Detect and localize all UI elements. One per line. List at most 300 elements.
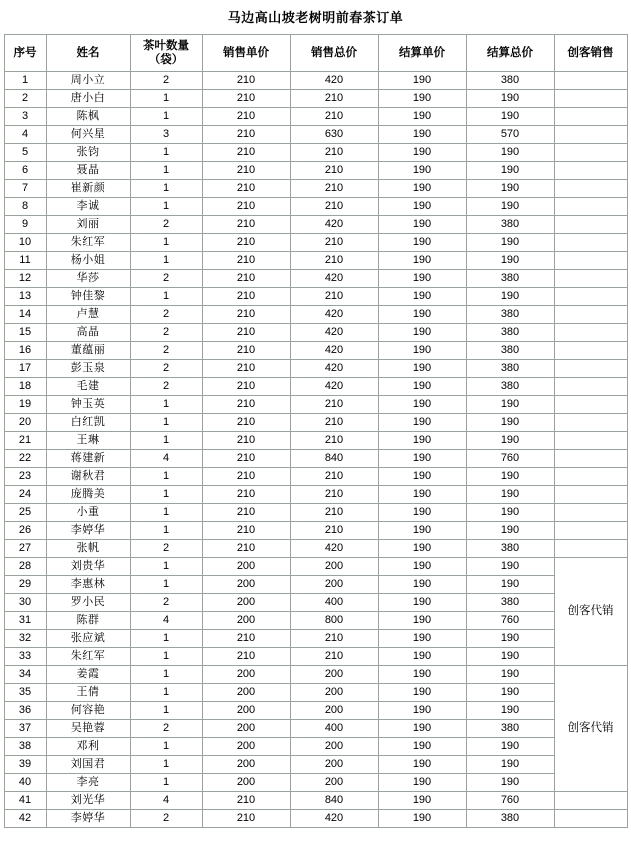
- row-index-cell: 18: [4, 378, 46, 396]
- row-settle-price-cell: 190: [378, 666, 466, 684]
- table-row: [4, 810, 627, 828]
- row-quantity-cell: 4: [130, 450, 202, 468]
- row-settle-price-cell: 190: [378, 432, 466, 450]
- row-unit-price-cell: 210: [202, 162, 290, 180]
- row-unit-price-cell: 210: [202, 72, 290, 90]
- row-unit-price-cell: 210: [202, 486, 290, 504]
- row-index-cell: 22: [4, 450, 46, 468]
- row-agent-sales-cell: [554, 216, 627, 234]
- row-quantity-cell: 1: [130, 396, 202, 414]
- row-unit-price-cell: 210: [202, 648, 290, 666]
- row-quantity-cell: 1: [130, 756, 202, 774]
- row-settle-total-cell: 190: [466, 648, 554, 666]
- row-index-cell: 10: [4, 234, 46, 252]
- row-name-cell: 杨小姐: [46, 252, 130, 270]
- row-agent-sales-cell: [554, 810, 627, 828]
- row-total-price-cell: 210: [290, 198, 378, 216]
- row-settle-price-cell: 190: [378, 378, 466, 396]
- row-settle-total-cell: 380: [466, 594, 554, 612]
- row-unit-price-cell: 210: [202, 288, 290, 306]
- row-quantity-cell: 2: [130, 360, 202, 378]
- row-unit-price-cell: 200: [202, 576, 290, 594]
- row-name-cell: 朱红军: [46, 234, 130, 252]
- row-settle-total-cell: 190: [466, 468, 554, 486]
- row-total-price-cell: 400: [290, 594, 378, 612]
- row-quantity-cell: 2: [130, 540, 202, 558]
- row-total-price-cell: 200: [290, 738, 378, 756]
- row-quantity-cell: 1: [130, 180, 202, 198]
- row-settle-price-cell: 190: [378, 810, 466, 828]
- row-settle-price-cell: 190: [378, 108, 466, 126]
- row-name-cell: 刘丽: [46, 216, 130, 234]
- row-settle-price-cell: 190: [378, 576, 466, 594]
- row-settle-total-cell: 190: [466, 630, 554, 648]
- row-settle-total-cell: 380: [466, 378, 554, 396]
- row-settle-total-cell: 380: [466, 270, 554, 288]
- quantity-header-line1: 茶叶数量: [143, 40, 189, 52]
- row-quantity-cell: 2: [130, 324, 202, 342]
- row-index-cell: 23: [4, 468, 46, 486]
- row-quantity-cell: 1: [130, 522, 202, 540]
- table-row: [4, 324, 627, 342]
- row-settle-total-cell: 190: [466, 486, 554, 504]
- row-agent-sales-cell: [554, 90, 627, 108]
- row-settle-total-cell: 380: [466, 342, 554, 360]
- row-name-cell: 李婷华: [46, 810, 130, 828]
- row-unit-price-cell: 200: [202, 720, 290, 738]
- column-header-agent-sales: 创客销售: [554, 35, 627, 72]
- row-agent-sales-cell: [554, 792, 627, 810]
- row-agent-sales-cell: [554, 432, 627, 450]
- row-name-cell: 钟佳黎: [46, 288, 130, 306]
- row-settle-total-cell: 190: [466, 576, 554, 594]
- row-name-cell: 崔新颜: [46, 180, 130, 198]
- row-quantity-cell: 1: [130, 630, 202, 648]
- row-index-cell: 3: [4, 108, 46, 126]
- row-quantity-cell: 2: [130, 594, 202, 612]
- row-index-cell: 21: [4, 432, 46, 450]
- row-agent-sales-cell: [554, 198, 627, 216]
- row-unit-price-cell: 210: [202, 342, 290, 360]
- row-settle-total-cell: 190: [466, 396, 554, 414]
- row-name-cell: 王琳: [46, 432, 130, 450]
- row-settle-price-cell: 190: [378, 144, 466, 162]
- row-index-cell: 9: [4, 216, 46, 234]
- row-name-cell: 白红凯: [46, 414, 130, 432]
- row-settle-total-cell: 190: [466, 522, 554, 540]
- row-quantity-cell: 1: [130, 432, 202, 450]
- row-unit-price-cell: 210: [202, 630, 290, 648]
- row-total-price-cell: 210: [290, 522, 378, 540]
- row-settle-price-cell: 190: [378, 504, 466, 522]
- row-index-cell: 6: [4, 162, 46, 180]
- row-agent-sales-cell: [554, 522, 627, 540]
- row-index-cell: 24: [4, 486, 46, 504]
- table-row: [4, 396, 627, 414]
- row-quantity-cell: 1: [130, 576, 202, 594]
- row-settle-price-cell: 190: [378, 792, 466, 810]
- row-name-cell: 刘贵华: [46, 558, 130, 576]
- row-total-price-cell: 420: [290, 810, 378, 828]
- table-row: [4, 144, 627, 162]
- row-quantity-cell: 1: [130, 144, 202, 162]
- row-settle-total-cell: 570: [466, 126, 554, 144]
- row-unit-price-cell: 210: [202, 792, 290, 810]
- row-settle-total-cell: 380: [466, 720, 554, 738]
- row-quantity-cell: 1: [130, 702, 202, 720]
- row-unit-price-cell: 210: [202, 432, 290, 450]
- row-agent-sales-cell: [554, 270, 627, 288]
- row-index-cell: 14: [4, 306, 46, 324]
- row-total-price-cell: 420: [290, 324, 378, 342]
- row-index-cell: 33: [4, 648, 46, 666]
- row-name-cell: 聂晶: [46, 162, 130, 180]
- row-total-price-cell: 200: [290, 684, 378, 702]
- row-index-cell: 28: [4, 558, 46, 576]
- row-unit-price-cell: 210: [202, 270, 290, 288]
- row-quantity-cell: 1: [130, 234, 202, 252]
- row-unit-price-cell: 210: [202, 378, 290, 396]
- row-settle-price-cell: 190: [378, 252, 466, 270]
- row-unit-price-cell: 210: [202, 504, 290, 522]
- row-index-cell: 1: [4, 72, 46, 90]
- row-total-price-cell: 840: [290, 792, 378, 810]
- row-unit-price-cell: 210: [202, 180, 290, 198]
- row-quantity-cell: 1: [130, 648, 202, 666]
- row-unit-price-cell: 210: [202, 216, 290, 234]
- row-unit-price-cell: 200: [202, 756, 290, 774]
- row-unit-price-cell: 210: [202, 108, 290, 126]
- row-quantity-cell: 4: [130, 612, 202, 630]
- row-unit-price-cell: 210: [202, 252, 290, 270]
- table-row: [4, 648, 627, 666]
- row-name-cell: 刘光华: [46, 792, 130, 810]
- row-index-cell: 17: [4, 360, 46, 378]
- row-quantity-cell: 2: [130, 72, 202, 90]
- row-settle-total-cell: 190: [466, 432, 554, 450]
- order-table: [4, 34, 628, 828]
- row-total-price-cell: 420: [290, 360, 378, 378]
- row-agent-sales-cell: [554, 162, 627, 180]
- row-name-cell: 张应斌: [46, 630, 130, 648]
- row-total-price-cell: 840: [290, 450, 378, 468]
- row-unit-price-cell: 210: [202, 396, 290, 414]
- row-settle-price-cell: 190: [378, 90, 466, 108]
- row-name-cell: 董蕴丽: [46, 342, 130, 360]
- row-total-price-cell: 420: [290, 72, 378, 90]
- row-quantity-cell: 2: [130, 378, 202, 396]
- row-unit-price-cell: 210: [202, 324, 290, 342]
- table-row: [4, 612, 627, 630]
- row-total-price-cell: 210: [290, 144, 378, 162]
- row-index-cell: 5: [4, 144, 46, 162]
- row-settle-total-cell: 190: [466, 252, 554, 270]
- row-name-cell: 庞腾美: [46, 486, 130, 504]
- row-agent-sales-cell: [554, 234, 627, 252]
- row-unit-price-cell: 200: [202, 666, 290, 684]
- row-settle-total-cell: 190: [466, 756, 554, 774]
- row-name-cell: 蒋建新: [46, 450, 130, 468]
- row-quantity-cell: 1: [130, 90, 202, 108]
- row-settle-price-cell: 190: [378, 558, 466, 576]
- row-settle-price-cell: 190: [378, 756, 466, 774]
- row-total-price-cell: 420: [290, 306, 378, 324]
- row-quantity-cell: 1: [130, 288, 202, 306]
- table-row: [4, 522, 627, 540]
- row-total-price-cell: 210: [290, 90, 378, 108]
- page-title: 马边高山坡老树明前春茶订单: [227, 10, 404, 25]
- table-row: [4, 630, 627, 648]
- row-name-cell: 朱红军: [46, 648, 130, 666]
- row-settle-total-cell: 380: [466, 72, 554, 90]
- row-quantity-cell: 1: [130, 486, 202, 504]
- row-name-cell: 卢慧: [46, 306, 130, 324]
- row-settle-price-cell: 190: [378, 180, 466, 198]
- row-settle-price-cell: 190: [378, 360, 466, 378]
- row-unit-price-cell: 210: [202, 450, 290, 468]
- row-unit-price-cell: 210: [202, 234, 290, 252]
- table-row: [4, 468, 627, 486]
- row-quantity-cell: 2: [130, 216, 202, 234]
- row-quantity-cell: 1: [130, 558, 202, 576]
- column-header-total-price: 销售总价: [290, 35, 378, 72]
- row-unit-price-cell: 210: [202, 540, 290, 558]
- row-index-cell: 25: [4, 504, 46, 522]
- row-settle-total-cell: 190: [466, 198, 554, 216]
- row-quantity-cell: 2: [130, 270, 202, 288]
- row-settle-price-cell: 190: [378, 324, 466, 342]
- row-total-price-cell: 210: [290, 432, 378, 450]
- row-name-cell: 张钧: [46, 144, 130, 162]
- row-index-cell: 7: [4, 180, 46, 198]
- row-agent-sales-cell: [554, 180, 627, 198]
- row-settle-total-cell: 190: [466, 558, 554, 576]
- row-settle-total-cell: 760: [466, 450, 554, 468]
- table-row: [4, 576, 627, 594]
- table-row: [4, 558, 627, 576]
- row-settle-price-cell: 190: [378, 486, 466, 504]
- row-total-price-cell: 420: [290, 540, 378, 558]
- row-settle-price-cell: 190: [378, 720, 466, 738]
- row-index-cell: 31: [4, 612, 46, 630]
- row-settle-price-cell: 190: [378, 774, 466, 792]
- row-total-price-cell: 200: [290, 666, 378, 684]
- table-row: [4, 360, 627, 378]
- table-body: [4, 72, 627, 828]
- row-name-cell: 李诚: [46, 198, 130, 216]
- row-settle-total-cell: 760: [466, 612, 554, 630]
- row-total-price-cell: 210: [290, 468, 378, 486]
- column-header-unit-price: 销售单价: [202, 35, 290, 72]
- row-agent-sales-cell: [554, 486, 627, 504]
- row-name-cell: 刘国君: [46, 756, 130, 774]
- row-unit-price-cell: 210: [202, 126, 290, 144]
- row-total-price-cell: 420: [290, 270, 378, 288]
- row-agent-sales-cell: [554, 450, 627, 468]
- row-total-price-cell: 630: [290, 126, 378, 144]
- row-index-cell: 42: [4, 810, 46, 828]
- row-total-price-cell: 210: [290, 486, 378, 504]
- row-total-price-cell: 200: [290, 576, 378, 594]
- table-row: [4, 414, 627, 432]
- row-index-cell: 8: [4, 198, 46, 216]
- row-index-cell: 32: [4, 630, 46, 648]
- row-agent-sales-cell: [554, 504, 627, 522]
- table-row: [4, 486, 627, 504]
- row-name-cell: 陈枫: [46, 108, 130, 126]
- table-row: [4, 180, 627, 198]
- row-unit-price-cell: 200: [202, 612, 290, 630]
- row-index-cell: 15: [4, 324, 46, 342]
- row-name-cell: 钟玉英: [46, 396, 130, 414]
- table-row: [4, 126, 627, 144]
- row-index-cell: 34: [4, 666, 46, 684]
- row-total-price-cell: 210: [290, 414, 378, 432]
- row-settle-price-cell: 190: [378, 522, 466, 540]
- row-settle-total-cell: 760: [466, 792, 554, 810]
- row-total-price-cell: 400: [290, 720, 378, 738]
- row-quantity-cell: 2: [130, 720, 202, 738]
- row-settle-price-cell: 190: [378, 126, 466, 144]
- row-unit-price-cell: 210: [202, 90, 290, 108]
- table-row: [4, 288, 627, 306]
- column-header-settle-price: 结算单价: [378, 35, 466, 72]
- header-row: [4, 35, 627, 72]
- row-index-cell: 35: [4, 684, 46, 702]
- row-index-cell: 19: [4, 396, 46, 414]
- row-agent-sales-cell: [554, 540, 627, 558]
- row-agent-sales-cell: 创客代销: [554, 558, 627, 666]
- row-unit-price-cell: 210: [202, 360, 290, 378]
- row-quantity-cell: 3: [130, 126, 202, 144]
- row-agent-sales-cell: [554, 360, 627, 378]
- row-agent-sales-cell: [554, 72, 627, 90]
- row-unit-price-cell: 210: [202, 198, 290, 216]
- row-settle-price-cell: 190: [378, 702, 466, 720]
- row-name-cell: 高晶: [46, 324, 130, 342]
- row-quantity-cell: 2: [130, 810, 202, 828]
- row-index-cell: 26: [4, 522, 46, 540]
- table-row: [4, 720, 627, 738]
- column-header-name: 姓名: [46, 35, 130, 72]
- row-settle-total-cell: 190: [466, 504, 554, 522]
- row-total-price-cell: 210: [290, 396, 378, 414]
- row-quantity-cell: 2: [130, 342, 202, 360]
- row-settle-total-cell: 190: [466, 702, 554, 720]
- row-settle-price-cell: 190: [378, 198, 466, 216]
- row-agent-sales-cell: [554, 126, 627, 144]
- row-name-cell: 唐小白: [46, 90, 130, 108]
- row-agent-sales-cell: [554, 306, 627, 324]
- row-name-cell: 邓利: [46, 738, 130, 756]
- row-index-cell: 39: [4, 756, 46, 774]
- table-row: [4, 90, 627, 108]
- row-settle-total-cell: 380: [466, 306, 554, 324]
- row-name-cell: 毛建: [46, 378, 130, 396]
- row-agent-sales-cell: [554, 252, 627, 270]
- table-row: [4, 504, 627, 522]
- row-settle-total-cell: 380: [466, 324, 554, 342]
- row-total-price-cell: 210: [290, 630, 378, 648]
- table-row: [4, 432, 627, 450]
- row-quantity-cell: 1: [130, 468, 202, 486]
- row-settle-price-cell: 190: [378, 234, 466, 252]
- row-agent-sales-cell: [554, 144, 627, 162]
- row-agent-sales-cell: [554, 468, 627, 486]
- row-settle-total-cell: 190: [466, 738, 554, 756]
- table-row: [4, 72, 627, 90]
- row-name-cell: 李惠林: [46, 576, 130, 594]
- row-index-cell: 36: [4, 702, 46, 720]
- row-name-cell: 何容艳: [46, 702, 130, 720]
- row-agent-sales-cell: [554, 288, 627, 306]
- row-settle-total-cell: 190: [466, 684, 554, 702]
- row-unit-price-cell: 200: [202, 774, 290, 792]
- row-quantity-cell: 1: [130, 738, 202, 756]
- row-settle-price-cell: 190: [378, 288, 466, 306]
- row-index-cell: 30: [4, 594, 46, 612]
- table-row: [4, 738, 627, 756]
- row-index-cell: 12: [4, 270, 46, 288]
- row-name-cell: 谢秋君: [46, 468, 130, 486]
- row-quantity-cell: 1: [130, 252, 202, 270]
- row-quantity-cell: 1: [130, 198, 202, 216]
- row-total-price-cell: 210: [290, 180, 378, 198]
- row-total-price-cell: 200: [290, 756, 378, 774]
- row-settle-price-cell: 190: [378, 612, 466, 630]
- row-unit-price-cell: 200: [202, 738, 290, 756]
- row-total-price-cell: 200: [290, 558, 378, 576]
- row-quantity-cell: 1: [130, 774, 202, 792]
- row-quantity-cell: 1: [130, 666, 202, 684]
- row-index-cell: 37: [4, 720, 46, 738]
- row-quantity-cell: 1: [130, 504, 202, 522]
- row-agent-sales-cell: [554, 324, 627, 342]
- column-header-quantity: [130, 35, 202, 72]
- row-agent-sales-cell: [554, 414, 627, 432]
- table-row: [4, 252, 627, 270]
- table-row: [4, 702, 627, 720]
- row-unit-price-cell: 200: [202, 558, 290, 576]
- row-total-price-cell: 420: [290, 216, 378, 234]
- row-name-cell: 李亮: [46, 774, 130, 792]
- row-total-price-cell: 210: [290, 162, 378, 180]
- row-unit-price-cell: 210: [202, 306, 290, 324]
- row-index-cell: 27: [4, 540, 46, 558]
- row-name-cell: 吴艳蓉: [46, 720, 130, 738]
- row-settle-total-cell: 190: [466, 414, 554, 432]
- row-index-cell: 29: [4, 576, 46, 594]
- row-quantity-cell: 4: [130, 792, 202, 810]
- row-name-cell: 王倩: [46, 684, 130, 702]
- table-row: [4, 378, 627, 396]
- row-index-cell: 38: [4, 738, 46, 756]
- row-total-price-cell: 210: [290, 108, 378, 126]
- row-unit-price-cell: 210: [202, 468, 290, 486]
- row-name-cell: 何兴星: [46, 126, 130, 144]
- row-unit-price-cell: 210: [202, 144, 290, 162]
- row-settle-total-cell: 190: [466, 288, 554, 306]
- row-quantity-cell: 1: [130, 414, 202, 432]
- row-total-price-cell: 210: [290, 648, 378, 666]
- row-agent-sales-cell: 创客代销: [554, 666, 627, 792]
- row-name-cell: 小重: [46, 504, 130, 522]
- row-settle-price-cell: 190: [378, 270, 466, 288]
- table-row: [4, 306, 627, 324]
- table-row: [4, 684, 627, 702]
- table-row: [4, 774, 627, 792]
- row-settle-total-cell: 380: [466, 810, 554, 828]
